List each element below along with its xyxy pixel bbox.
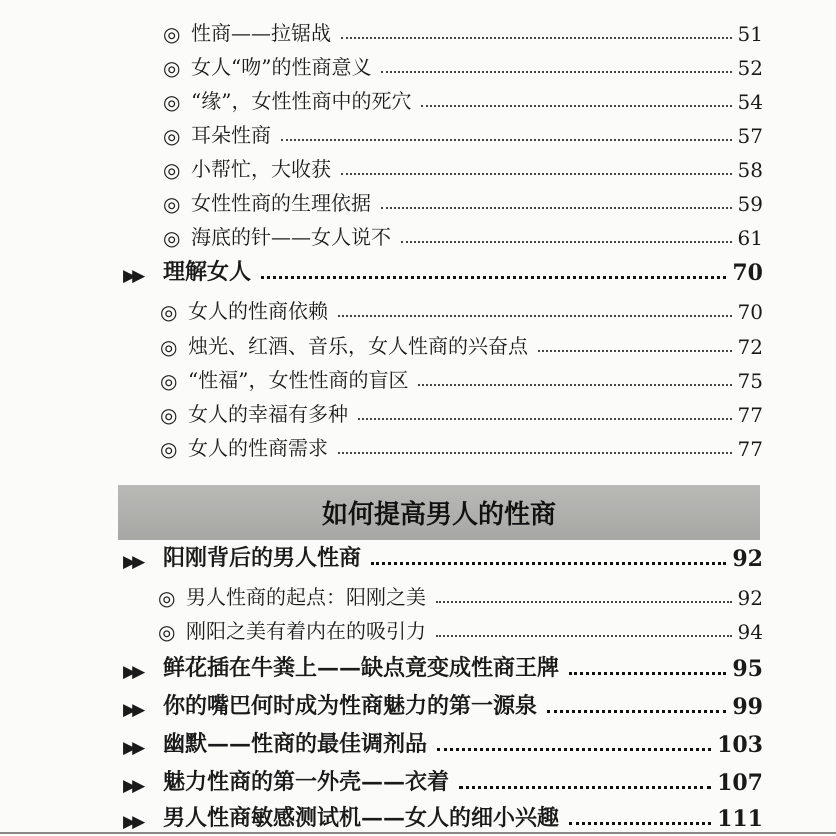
toc-entry[interactable] xyxy=(158,612,763,644)
toc-entry-title: 海底的针——女人说不 xyxy=(191,225,391,249)
chapter-title: 如何提高男人的性商 xyxy=(321,500,556,530)
toc-entry-title: 男人性商的起点：阳刚之美 xyxy=(186,585,426,609)
toc-entry-page: 72 xyxy=(737,335,763,359)
dot-leader xyxy=(421,105,731,107)
toc-entry[interactable] xyxy=(163,218,763,250)
toc-section-title: 鲜花插在牛粪上——缺点竟变成性商王牌 xyxy=(163,655,560,681)
dot-leader xyxy=(437,748,711,751)
double-circle-icon: ◎ xyxy=(163,226,181,250)
dot-leader xyxy=(338,315,732,317)
toc-entry[interactable] xyxy=(160,327,763,359)
toc-entry[interactable] xyxy=(163,184,763,216)
double-circle-icon: ◎ xyxy=(163,192,181,216)
toc-entry-page: 77 xyxy=(737,437,763,461)
toc-entry-page: 51 xyxy=(737,22,763,46)
double-arrow-icon: ▶▶ xyxy=(123,266,142,286)
toc-entry-page: 70 xyxy=(737,300,763,324)
toc-entry-page: 94 xyxy=(737,620,763,644)
dot-leader xyxy=(341,37,732,39)
toc-section-page: 92 xyxy=(732,546,763,572)
dot-leader xyxy=(401,241,732,243)
page-edge-line xyxy=(0,832,836,834)
dot-leader xyxy=(261,276,726,279)
toc-section[interactable] xyxy=(123,540,763,572)
toc-section[interactable] xyxy=(123,254,763,286)
toc-entry-title: “缘”，女性性商中的死穴 xyxy=(191,89,412,113)
toc-entry-title: 烛光、红酒、音乐，女人性商的兴奋点 xyxy=(188,334,528,358)
toc-section-page: 99 xyxy=(732,694,763,720)
toc-section[interactable] xyxy=(123,688,763,720)
toc-section-page: 111 xyxy=(717,806,763,832)
dot-leader xyxy=(341,173,732,175)
dot-leader xyxy=(436,601,732,603)
toc-section-page: 103 xyxy=(717,732,763,758)
toc-entry-page: 77 xyxy=(737,403,763,427)
toc-section-title: 魅力性商的第一外壳——衣着 xyxy=(163,769,450,795)
toc-entry[interactable] xyxy=(160,361,763,393)
toc-entry-page: 92 xyxy=(737,586,763,610)
toc-entry-title: 性商——拉锯战 xyxy=(191,21,331,45)
toc-entry-title: 刚阳之美有着内在的吸引力 xyxy=(186,619,426,643)
double-circle-icon: ◎ xyxy=(160,437,178,461)
double-circle-icon: ◎ xyxy=(163,90,181,114)
toc-section-page: 70 xyxy=(732,260,763,286)
double-circle-icon: ◎ xyxy=(158,586,176,610)
dot-leader xyxy=(418,384,731,386)
double-circle-icon: ◎ xyxy=(163,56,181,80)
dot-leader xyxy=(436,635,732,637)
double-arrow-icon: ▶▶ xyxy=(123,738,142,758)
toc-entry-page: 61 xyxy=(737,226,763,250)
toc-section[interactable] xyxy=(123,800,763,832)
dot-leader xyxy=(569,822,711,825)
toc-section-title: 你的嘴巴何时成为性商魅力的第一源泉 xyxy=(163,693,538,719)
toc-section[interactable] xyxy=(123,650,763,682)
toc-entry[interactable] xyxy=(163,82,763,114)
toc-entry-title: 女人的性商需求 xyxy=(188,436,328,460)
double-circle-icon: ◎ xyxy=(160,369,178,393)
dot-leader xyxy=(281,139,732,141)
toc-entry[interactable] xyxy=(158,578,763,610)
double-circle-icon: ◎ xyxy=(163,22,181,46)
toc-entry[interactable] xyxy=(163,14,763,46)
dot-leader xyxy=(381,207,732,209)
toc-entry-title: 女人的性商依赖 xyxy=(188,299,328,323)
toc-section-title: 理解女人 xyxy=(163,259,252,285)
toc-entry[interactable] xyxy=(160,292,763,324)
dot-leader xyxy=(358,418,732,420)
toc-section-page: 107 xyxy=(717,770,763,796)
toc-entry-page: 75 xyxy=(737,369,763,393)
toc-entry-title: 小帮忙，大收获 xyxy=(191,157,331,181)
double-arrow-icon: ▶▶ xyxy=(123,552,142,572)
toc-entry-title: “性福”，女性性商的盲区 xyxy=(188,368,409,392)
dot-leader xyxy=(547,710,726,713)
toc-entry-title: 女人的幸福有多种 xyxy=(188,402,348,426)
double-arrow-icon: ▶▶ xyxy=(123,776,142,796)
toc-section-title: 阳刚背后的男人性商 xyxy=(163,545,362,571)
toc-entry-title: 女人“吻”的性商意义 xyxy=(191,55,372,79)
toc-entry[interactable] xyxy=(163,150,763,182)
double-circle-icon: ◎ xyxy=(160,335,178,359)
dot-leader xyxy=(538,350,732,352)
toc-entry-page: 57 xyxy=(737,124,763,148)
double-arrow-icon: ▶▶ xyxy=(123,662,142,682)
dot-leader xyxy=(338,452,732,454)
toc-entry[interactable] xyxy=(160,395,763,427)
double-circle-icon: ◎ xyxy=(160,300,178,324)
double-circle-icon: ◎ xyxy=(163,124,181,148)
double-circle-icon: ◎ xyxy=(160,403,178,427)
toc-entry-page: 54 xyxy=(737,90,763,114)
double-circle-icon: ◎ xyxy=(163,158,181,182)
dot-leader xyxy=(381,71,731,73)
toc-entry[interactable] xyxy=(163,48,763,80)
toc-entry-page: 58 xyxy=(737,158,763,182)
toc-section[interactable] xyxy=(123,764,763,796)
double-arrow-icon: ▶▶ xyxy=(123,700,142,720)
toc-entry-page: 52 xyxy=(737,56,763,80)
toc-entry-title: 女性性商的生理依据 xyxy=(191,191,371,215)
toc-section-title: 男人性商敏感测试机——女人的细小兴趣 xyxy=(163,805,560,831)
toc-entry[interactable] xyxy=(163,116,763,148)
double-arrow-icon: ▶▶ xyxy=(123,812,142,832)
toc-section[interactable] xyxy=(123,726,763,758)
toc-entry-page: 59 xyxy=(737,192,763,216)
dot-leader xyxy=(459,786,711,789)
toc-entry-title: 耳朵性商 xyxy=(191,123,271,147)
toc-entry[interactable] xyxy=(160,429,763,461)
dot-leader xyxy=(569,672,726,675)
chapter-banner xyxy=(118,485,760,540)
toc-section-title: 幽默——性商的最佳调剂品 xyxy=(163,731,428,757)
dot-leader xyxy=(371,562,726,565)
double-circle-icon: ◎ xyxy=(158,620,176,644)
toc-section-page: 95 xyxy=(732,656,763,682)
